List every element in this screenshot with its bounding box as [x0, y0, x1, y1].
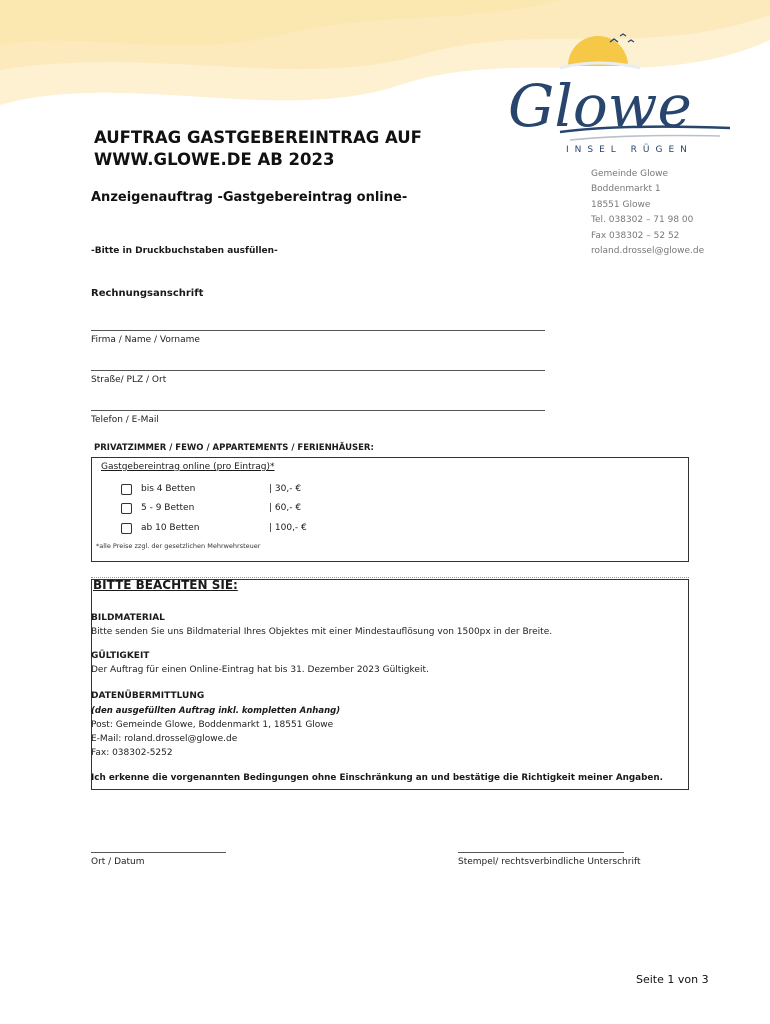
vat-note: *alle Preise zzgl. der gesetzlichen Mehrwehrsteuer	[96, 542, 261, 550]
pricing-box-title: Gastgebereintrag online (pro Eintrag)*	[101, 462, 275, 472]
address-field-label: Straße/ PLZ / Ort	[91, 375, 167, 385]
validity-text: Der Auftrag für einen Online-Eintrag hat bis 31. Dezember 2023 Gültigkeit.	[91, 665, 429, 675]
name-field-label: Firma / Name / Vorname	[91, 335, 200, 345]
option-label: ab 10 Betten	[141, 523, 200, 533]
pricing-heading: PRIVATZIMMER / FEWO / APPARTEMENTS / FERIENHÄUSER:	[94, 443, 374, 453]
place-date-input-line[interactable]	[91, 852, 226, 853]
notes-heading: BITTE BEACHTEN SIE:	[93, 578, 238, 592]
option-price: | 60,- €	[269, 503, 302, 513]
place-date-label: Ort / Datum	[91, 857, 145, 867]
option-price: | 30,- €	[269, 484, 302, 494]
form-subtitle: Anzeigenauftrag -Gastgebereintrag online-	[91, 190, 408, 205]
data-transfer-heading: DATENÜBERMITTLUNG	[91, 691, 205, 701]
page-title	[94, 127, 422, 171]
fill-instruction: -Bitte in Druckbuchstaben ausfüllen-	[91, 246, 278, 256]
name-input-line[interactable]	[91, 330, 545, 331]
title-line-1: AUFTRAG GASTGEBEREINTRAG AUF	[94, 128, 422, 147]
address-input-line[interactable]	[91, 370, 545, 371]
contact-fax: Fax 038302 – 52 52	[591, 230, 680, 241]
option-label: 5 - 9 Betten	[141, 503, 195, 513]
signature-label: Stempel/ rechtsverbindliche Unterschrift	[458, 857, 641, 867]
logo-wordmark: Glowe	[508, 72, 692, 140]
contact-city: 18551 Glowe	[591, 199, 651, 210]
checkbox-10-plus-beds[interactable]	[121, 523, 132, 534]
image-material-heading: BILDMATERIAL	[91, 613, 165, 623]
fax-number: Fax: 038302-5252	[91, 748, 173, 758]
data-transfer-note: (den ausgefüllten Auftrag inkl. kompletten Anhang)	[91, 706, 341, 716]
option-row-5-9	[121, 500, 301, 516]
checkbox-5-9-beds[interactable]	[121, 503, 132, 514]
option-label: bis 4 Betten	[141, 484, 196, 494]
title-line-2: WWW.GLOWE.DE AB 2023	[94, 150, 335, 169]
option-row-10-plus	[121, 520, 307, 536]
contact-email: roland.drossel@glowe.de	[591, 246, 705, 257]
option-price: | 100,- €	[269, 523, 307, 533]
glowe-logo	[500, 28, 740, 158]
contact-block	[591, 167, 704, 259]
contact-tel: Tel. 038302 – 71 98 00	[591, 215, 694, 226]
email-address: E-Mail: roland.drossel@glowe.de	[91, 734, 238, 744]
image-material-text: Bitte senden Sie uns Bildmaterial Ihres Objektes mit einer Mindestauflösung von 1500px in der Breite.	[91, 627, 553, 637]
checkbox-up-to-4-beds[interactable]	[121, 484, 132, 495]
phone-email-input-line[interactable]	[91, 410, 545, 411]
page-number: Seite 1 von 3	[636, 973, 709, 986]
notes-box	[91, 579, 689, 790]
validity-heading: GÜLTIGKEIT	[91, 651, 150, 661]
confirmation-statement: Ich erkenne die vorgenannten Bedingungen ohne Einschränkung an und bestätige die Richtigkeit meiner Angaben.	[91, 773, 663, 783]
option-row-up-to-4	[121, 481, 301, 497]
post-address: Post: Gemeinde Glowe, Boddenmarkt 1, 18551 Glowe	[91, 720, 334, 730]
logo-tagline: INSEL RÜGEN	[566, 145, 693, 155]
billing-heading: Rechnungsanschrift	[91, 288, 204, 299]
contact-org: Gemeinde Glowe	[591, 169, 669, 179]
contact-street: Boddenmarkt 1	[591, 184, 661, 195]
phone-email-field-label: Telefon / E-Mail	[91, 415, 159, 425]
signature-input-line[interactable]	[458, 852, 624, 853]
